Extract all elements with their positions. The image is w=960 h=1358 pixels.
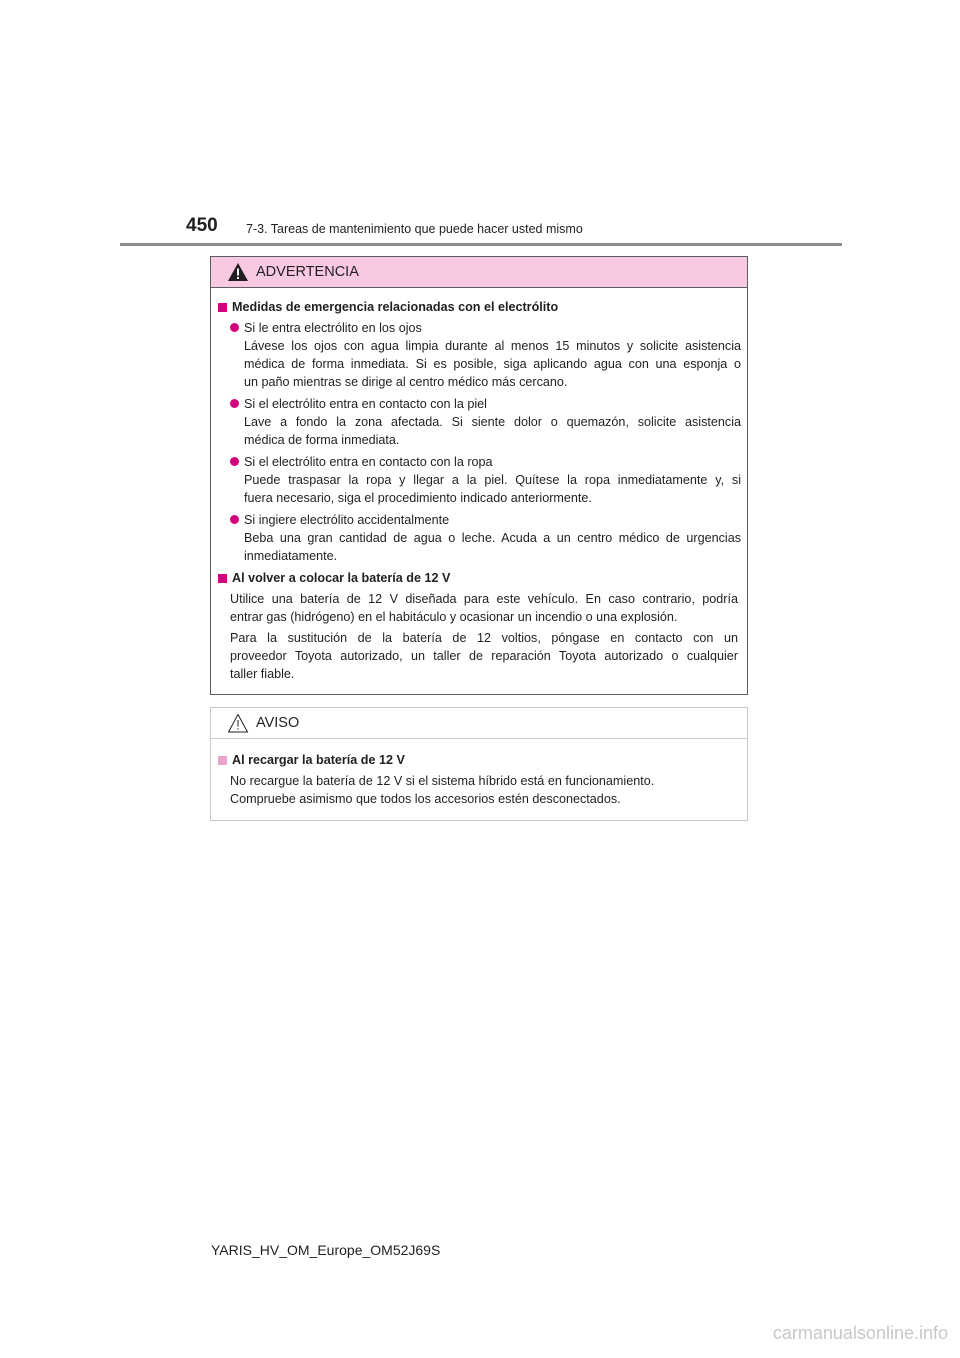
bullet-line: Puede traspasar la ropa y llegar a la piel. Quítese la ropa inmediatamente y, si: [244, 473, 741, 487]
notice-box: [210, 707, 748, 821]
warning-triangle-icon: [227, 262, 249, 282]
notice-title: AVISO: [256, 715, 300, 731]
warning-body: [211, 288, 747, 683]
square-bullet-icon: [218, 756, 227, 765]
notice-section-heading-text: Al recargar la batería de 12 V: [232, 753, 405, 767]
square-bullet-icon: [218, 574, 227, 583]
round-bullet-icon: [230, 323, 239, 332]
notice-section-heading: [217, 751, 741, 769]
round-bullet-icon: [230, 515, 239, 524]
warning-section-heading-2-text: Al volver a colocar la batería de 12 V: [232, 571, 451, 585]
warning-bullet-ingested: [217, 511, 741, 565]
warning-box-header: [211, 257, 747, 288]
bullet-lead: Si el electrólito entra en contacto con la piel: [244, 397, 487, 411]
round-bullet-icon: [230, 457, 239, 466]
notice-paragraph: [217, 772, 741, 808]
notice-box-header: [211, 708, 747, 739]
paragraph-line: taller fiable.: [230, 667, 295, 681]
warning-paragraph-1: [217, 590, 741, 626]
page-number: 450: [186, 215, 218, 236]
watermark: carmanualsonline.info: [772, 1323, 948, 1343]
bullet-lead: Si ingiere electrólito accidentalmente: [244, 513, 450, 527]
bullet-line: un paño mientras se dirige al centro médico más cercano.: [244, 375, 568, 389]
warning-section-heading-text: Medidas de emergencia relacionadas con el electrólito: [232, 300, 559, 314]
bullet-line: Lave a fondo la zona afectada. Si siente dolor o quemazón, solicite asistencia: [244, 415, 741, 429]
warning-title: ADVERTENCIA: [256, 264, 359, 280]
warning-bullet-skin: [217, 395, 741, 449]
bullet-line: fuera necesario, siga el procedimiento indicado anteriormente.: [244, 491, 592, 505]
paragraph-line: Compruebe asimismo que todos los accesorios estén desconectados.: [230, 792, 621, 806]
warning-section-heading: [217, 298, 741, 316]
paragraph-line: entrar gas (hidrógeno) en el habitáculo y ocasionar un incendio o una explosión.: [230, 610, 678, 624]
paragraph-line: Para la sustitución de la batería de 12 voltios, póngase en contacto con un: [230, 631, 738, 645]
bullet-lead: Si el electrólito entra en contacto con la ropa: [244, 455, 493, 469]
paragraph-line: proveedor Toyota autorizado, un taller de reparación Toyota autorizado o cualquier: [230, 649, 738, 663]
bullet-line: médica de forma inmediata. Si es posible, siga aplicando agua con una esponja o: [244, 357, 741, 371]
warning-section-heading-2: [217, 569, 741, 587]
warning-bullet-clothes: [217, 453, 741, 507]
paragraph-line: Utilice una batería de 12 V diseñada para este vehículo. En caso contrario, podría: [230, 592, 738, 606]
bullet-line: inmediatamente.: [244, 549, 338, 563]
bullet-line: médica de forma inmediata.: [244, 433, 400, 447]
bullet-line: Beba una gran cantidad de agua o leche. Acuda a un centro médico de urgencias: [244, 531, 741, 545]
footer-doc-code: YARIS_HV_OM_Europe_OM52J69S: [211, 1242, 441, 1258]
notice-body: [211, 739, 747, 808]
warning-bullet-eyes: [217, 319, 741, 391]
warning-paragraph-2: [217, 629, 741, 683]
header-rule: [120, 243, 842, 246]
section-title: 7-3. Tareas de mantenimiento que puede hacer usted mismo: [246, 222, 583, 236]
bullet-lead: Si le entra electrólito en los ojos: [244, 321, 422, 335]
bullet-line: Lávese los ojos con agua limpia durante al menos 15 minutos y solicite asistencia: [244, 339, 741, 353]
caution-triangle-outline-icon: [227, 713, 249, 733]
round-bullet-icon: [230, 399, 239, 408]
square-bullet-icon: [218, 303, 227, 312]
warning-box: [210, 256, 748, 695]
paragraph-line: No recargue la batería de 12 V si el sistema híbrido está en funcionamiento.: [230, 774, 655, 788]
